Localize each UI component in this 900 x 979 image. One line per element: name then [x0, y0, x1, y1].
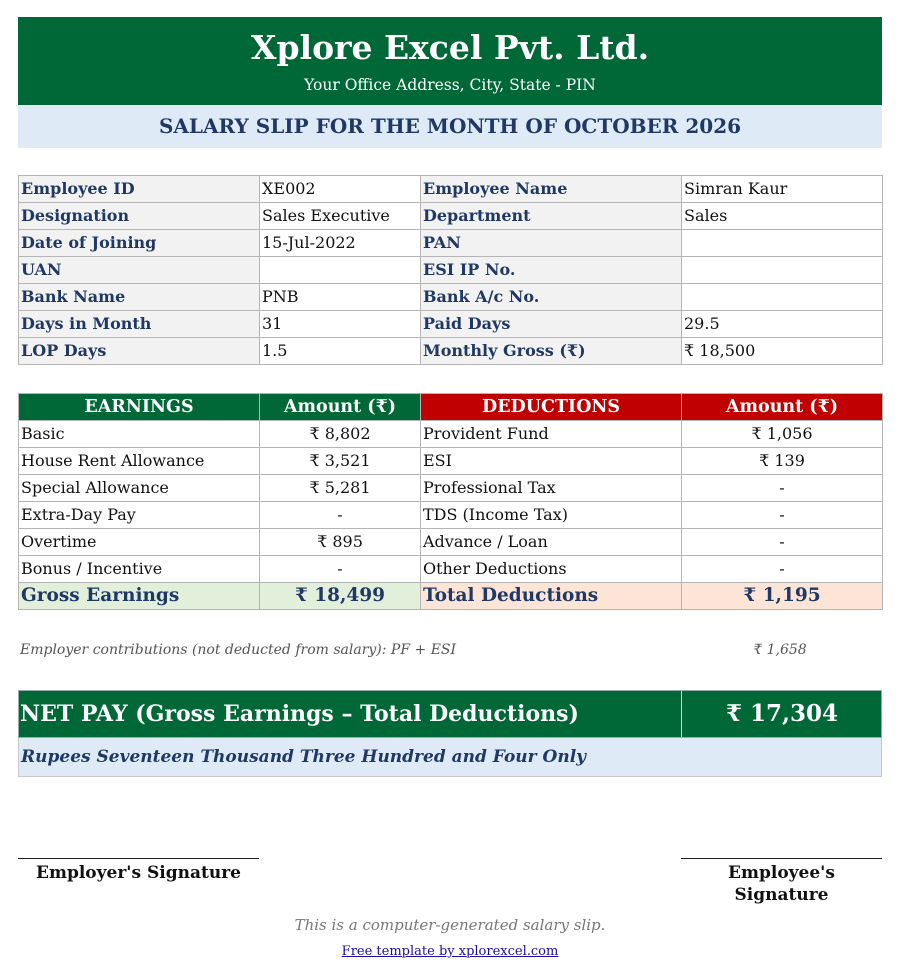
field-value [682, 230, 883, 257]
deduction-amount: ₹ 1,056 [682, 421, 883, 448]
deduction-amount: - [682, 502, 883, 529]
earning-amount: - [260, 502, 421, 529]
earning-amount: ₹ 5,281 [260, 475, 421, 502]
slip-title: SALARY SLIP FOR THE MONTH OF OCTOBER 2026 [18, 105, 882, 148]
net-pay-label: NET PAY (Gross Earnings – Total Deductions) [20, 701, 579, 727]
gross-earnings-value: ₹ 18,499 [260, 583, 421, 610]
deductions-header: DEDUCTIONS [421, 394, 682, 421]
deduction-item: ESI [421, 448, 682, 475]
earning-item: Overtime [19, 529, 260, 556]
company-address: Your Office Address, City, State - PIN [304, 76, 596, 94]
earning-item: Bonus / Incentive [19, 556, 260, 583]
employee-details-table [18, 175, 883, 365]
pay-row [19, 421, 883, 448]
employee-info-row [19, 284, 883, 311]
field-label: Designation [19, 203, 260, 230]
deduction-amount: - [682, 556, 883, 583]
field-value: 31 [260, 311, 421, 338]
field-value: Simran Kaur [682, 176, 883, 203]
earnings-header: EARNINGS [19, 394, 260, 421]
field-value: 15-Jul-2022 [260, 230, 421, 257]
field-label: Paid Days [421, 311, 682, 338]
deduction-amount: ₹ 139 [682, 448, 883, 475]
pay-row [19, 529, 883, 556]
earning-amount: ₹ 8,802 [260, 421, 421, 448]
total-deductions-value: ₹ 1,195 [682, 583, 883, 610]
field-value [682, 284, 883, 311]
pay-row [19, 556, 883, 583]
company-header [18, 17, 882, 105]
earnings-amount-header: Amount (₹) [260, 394, 421, 421]
field-value [682, 257, 883, 284]
pay-row [19, 502, 883, 529]
field-label: Bank Name [19, 284, 260, 311]
deductions-amount-header: Amount (₹) [682, 394, 883, 421]
field-value [260, 257, 421, 284]
field-value: Sales [682, 203, 883, 230]
earning-item: Extra-Day Pay [19, 502, 260, 529]
net-pay-in-words: Rupees Seventeen Thousand Three Hundred and Four Only [18, 738, 882, 777]
net-pay-value: ₹ 17,304 [725, 700, 839, 727]
field-label: ESI IP No. [421, 257, 682, 284]
employer-signature-line [18, 858, 259, 859]
employee-signature-label: Employee's Signature [728, 863, 835, 905]
total-deductions-label: Total Deductions [421, 583, 682, 610]
net-pay-box [18, 690, 882, 738]
earning-item: House Rent Allowance [19, 448, 260, 475]
employee-info-row [19, 257, 883, 284]
deduction-amount: - [682, 475, 883, 502]
employee-info-row [19, 338, 883, 365]
earning-amount: ₹ 895 [260, 529, 421, 556]
field-label: UAN [19, 257, 260, 284]
field-value: 29.5 [682, 311, 883, 338]
earning-amount: ₹ 3,521 [260, 448, 421, 475]
field-label: Date of Joining [19, 230, 260, 257]
field-label: PAN [421, 230, 682, 257]
deduction-item: Advance / Loan [421, 529, 682, 556]
pay-row [19, 448, 883, 475]
footer-note: This is a computer-generated salary slip. [294, 916, 606, 934]
earnings-deductions-table [18, 393, 883, 610]
deduction-item: Professional Tax [421, 475, 682, 502]
earning-item: Special Allowance [19, 475, 260, 502]
gross-earnings-label: Gross Earnings [19, 583, 260, 610]
deduction-item: TDS (Income Tax) [421, 502, 682, 529]
field-label: LOP Days [19, 338, 260, 365]
employee-info-row [19, 203, 883, 230]
field-label: Monthly Gross (₹) [421, 338, 682, 365]
deduction-item: Other Deductions [421, 556, 682, 583]
earning-item: Basic [19, 421, 260, 448]
field-value: PNB [260, 284, 421, 311]
deduction-item: Provident Fund [421, 421, 682, 448]
field-label: Employee ID [19, 176, 260, 203]
pay-row [19, 475, 883, 502]
employee-info-row [19, 230, 883, 257]
totals-row [19, 583, 883, 610]
employer-contribution-value: ₹ 1,658 [753, 642, 807, 658]
employee-info-row [19, 176, 883, 203]
company-name: Xplore Excel Pvt. Ltd. [250, 28, 650, 67]
field-label: Days in Month [19, 311, 260, 338]
field-label: Department [421, 203, 682, 230]
employee-info-row [19, 311, 883, 338]
template-credit-link[interactable]: Free template by xplorexcel.com [341, 944, 559, 959]
field-value: XE002 [260, 176, 421, 203]
field-value: Sales Executive [260, 203, 421, 230]
employer-signature-label: Employer's Signature [36, 863, 241, 883]
employer-contribution-label: Employer contributions (not deducted from salary): PF + ESI [20, 642, 457, 658]
field-label: Bank A/c No. [421, 284, 682, 311]
employee-signature-line [681, 858, 882, 859]
field-value: 1.5 [260, 338, 421, 365]
field-value: ₹ 18,500 [682, 338, 883, 365]
field-label: Employee Name [421, 176, 682, 203]
earning-amount: - [260, 556, 421, 583]
deduction-amount: - [682, 529, 883, 556]
